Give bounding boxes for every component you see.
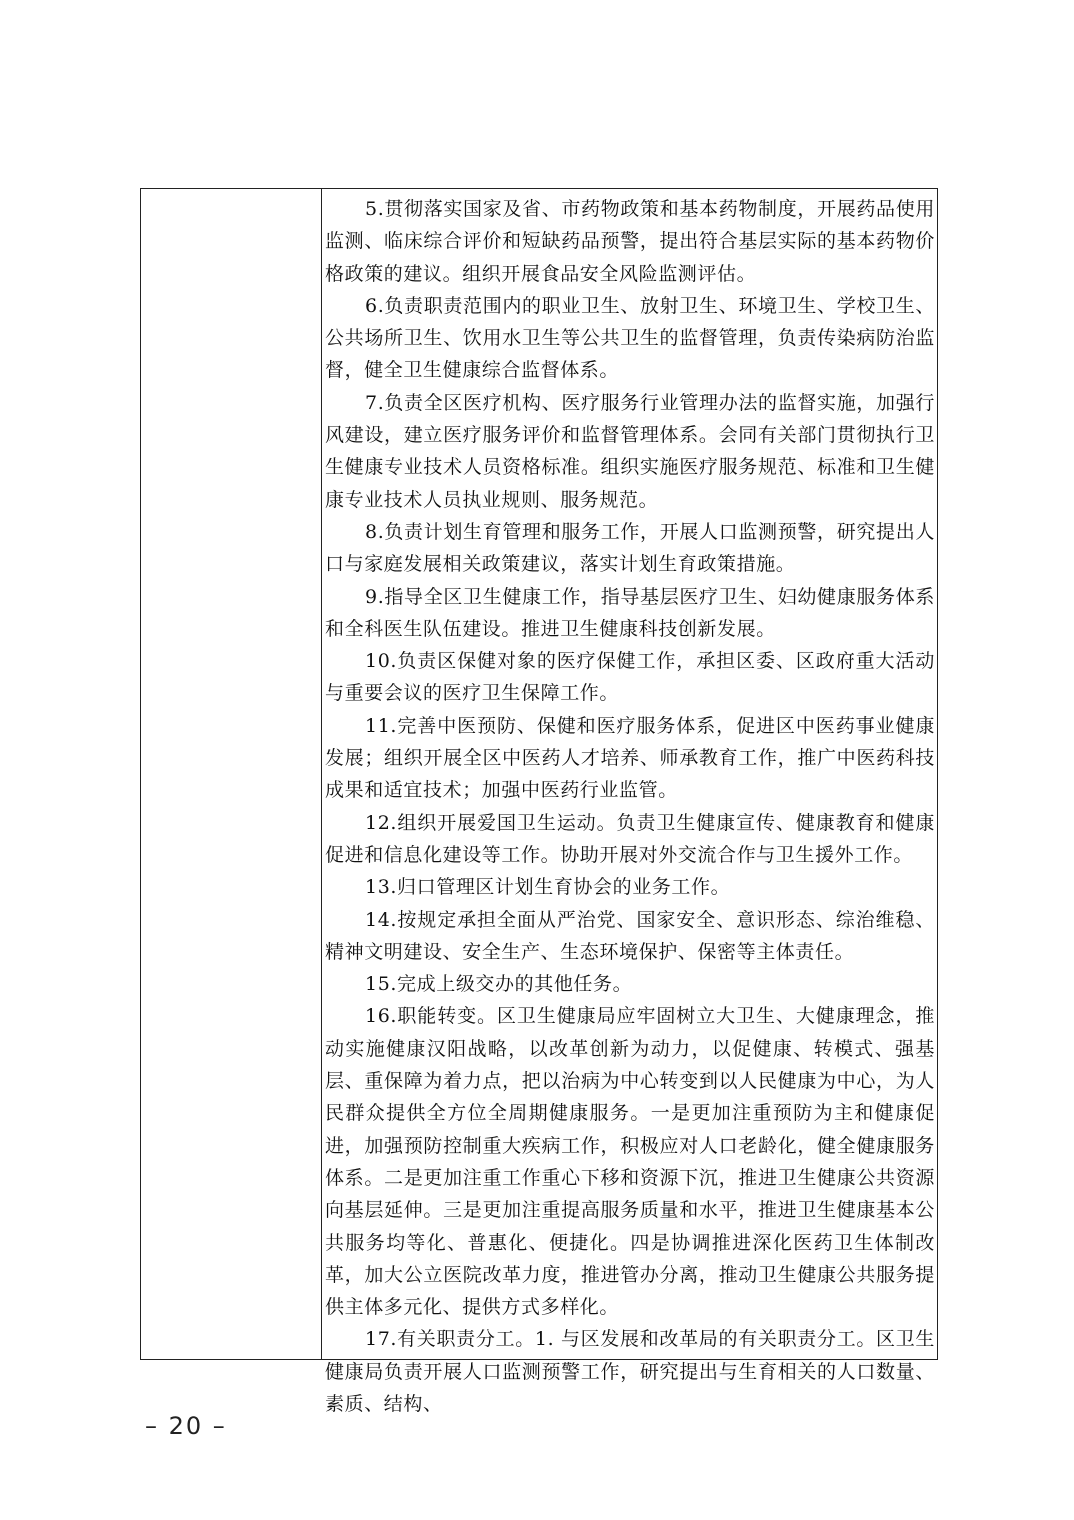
duty-paragraph-9: 9.指导全区卫生健康工作，指导基层医疗卫生、妇幼健康服务体系和全科医生队伍建设。推进卫生健康科技创新发展。 (325, 585, 935, 640)
duty-paragraph-11: 11.完善中医预防、保健和医疗服务体系，促进区中医药事业健康发展；组织开展全区中医药人才培养、师承教育工作，推广中医药科技成果和适宜技术；加强中医药行业监管。 (325, 714, 935, 802)
duty-paragraph-14: 14.按规定承担全面从严治党、国家安全、意识形态、综治维稳、精神文明建设、安全生产、生态环境保护、保密等主体责任。 (325, 908, 935, 963)
duty-paragraph-16: 16.职能转变。区卫生健康局应牢固树立大卫生、大健康理念，推动实施健康汉阳战略，以改革创新为动力，以促健康、转模式、强基层、重保障为着力点，把以治病为中心转变到以人民健康为中心，为人民群众提供全方位全周期健康服务。一是更加注重预防为主和健康促进，加强预防控制重大疾病工作，积极应对人口老龄化，健全健康服务体系。二是更加注重工作重心下移和资源下沉，推进卫生健康公共资源向基层延伸。三是更加注重提高服务质量和水平，推进卫生健康基本公共服务均等化、普惠化、便捷化。四是协调推进深化医药卫生体制改革，加大公立医院改革力度，推进管办分离，推动卫生健康公共服务提供主体多元化、提供方式多样化。 (325, 1005, 935, 1319)
duties-table (140, 188, 938, 1415)
table-left-cell (141, 189, 322, 1359)
duty-paragraph-5: 5.贯彻落实国家及省、市药物政策和基本药物制度，开展药品使用监测、临床综合评价和短缺药品预警，提出符合基层实际的基本药物价格政策的建议。组织开展食品安全风险监测评估。 (325, 198, 935, 285)
duty-paragraph-12: 12.组织开展爱国卫生运动。负责卫生健康宣传、健康教育和健康促进和信息化建设等工作。协助开展对外交流合作与卫生援外工作。 (325, 811, 935, 866)
duty-paragraph-8: 8.负责计划生育管理和服务工作，开展人口监测预警，研究提出人口与家庭发展相关政策建议，落实计划生育政策措施。 (325, 520, 935, 576)
duty-paragraph-15: 15.完成上级交办的其他任务。 (365, 973, 633, 996)
page-number: – 20 – (145, 1412, 227, 1440)
duty-paragraph-10: 10.负责区保健对象的医疗保健工作，承担区委、区政府重大活动与重要会议的医疗卫生保障工作。 (325, 650, 935, 705)
duty-paragraph-6: 6.负责职责范围内的职业卫生、放射卫生、环境卫生、学校卫生、公共场所卫生、饮用水卫生等公共卫生的监督管理，负责传染病防治监督，健全卫生健康综合监督体系。 (325, 294, 935, 382)
duty-paragraph-7: 7.负责全区医疗机构、医疗服务行业管理办法的监督实施，加强行风建设，建立医疗服务评价和监督管理体系。会同有关部门贯彻执行卫生健康专业技术人员资格标准。组织实施医疗服务规范、标准和卫生健康专业技术人员执业规则、服务规范。 (325, 391, 935, 511)
duty-paragraph-17: 17.有关职责分工。1. 与区发展和改革局的有关职责分工。区卫生健康局负责开展人口监测预警工作，研究提出与生育相关的人口数量、素质、结构、 (325, 1328, 935, 1415)
duty-paragraph-13: 13.归口管理区计划生育协会的业务工作。 (365, 876, 731, 899)
table-right-cell (322, 189, 937, 1415)
